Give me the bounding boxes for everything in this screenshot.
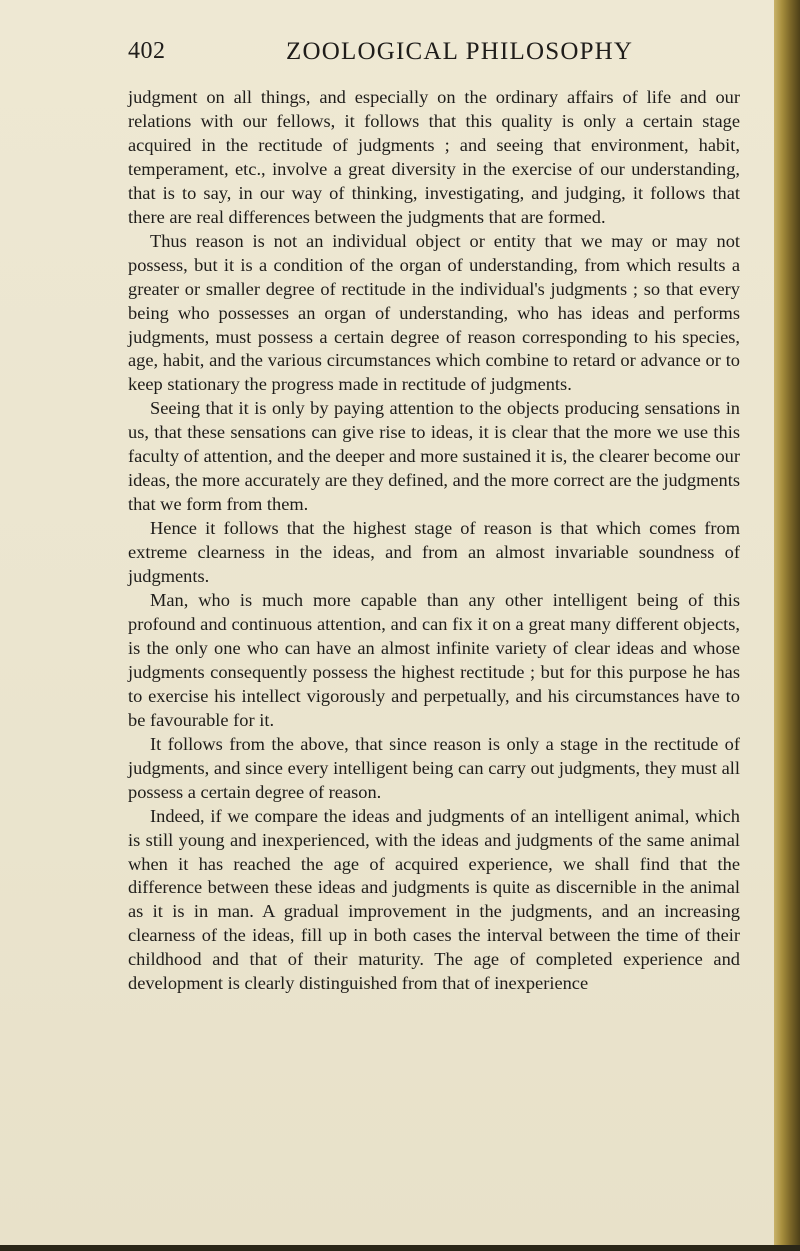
page-number: 402 — [128, 38, 166, 64]
paragraph-5: Man, who is much more capable than any other intelligent being of this profound and continuous attention, and can fix it on a great many different objects, is the only one who can have an almost infinite variety of clear ideas and whose judgments consequently possess the highest rectitude ; but for this purpose he has to exercise his intellect vigorously and perpetually, and his circumstances have to be favourable for it. — [128, 590, 740, 730]
book-spine-edge — [774, 0, 800, 1251]
paragraph-2: Thus reason is not an individual object or entity that we may or may not possess, but it is a condition of the organ of understanding, from which results a greater or smaller degree of rectitude in the individual's judgments ; so that every being who possesses an organ of understanding, who has ideas and performs judgments, must possess a certain degree of reason corresponding to his species, age, habit, and the various circumstances which combine to retard or advance or to keep stationary the progress made in rectitude of judgments. — [128, 230, 740, 395]
paragraph-7: Indeed, if we compare the ideas and judgments of an intelligent animal, which is still young and inexperienced, with the ideas and judgments of the same animal when it has reached the age of acquired experience, we shall find that the difference between these ideas and judgments is quite as discernible in the animal as it is in man. A gradual improvement in the judgments, and an increasing clearness of the ideas, fill up in both cases the interval between the time of their childhood and that of their maturity. The age of completed experience and development is clearly distinguished from that of inexperience — [128, 805, 740, 994]
body-text — [128, 86, 740, 996]
paragraph-4: Hence it follows that the highest stage of reason is that which comes from extreme clearness in the ideas, and from an almost invariable soundness of judgments. — [128, 518, 740, 587]
paragraph-3: Seeing that it is only by paying attention to the objects producing sensations in us, that these sensations can give rise to ideas, it is clear that the more we use this faculty of attention, and the deeper and more sustained it is, the clearer become our ideas, the more accurately are they defined, and the more correct are the judgments that we form from them. — [128, 398, 740, 515]
page-header — [128, 38, 758, 78]
paragraph-6: It follows from the above, that since reason is only a stage in the rectitude of judgments, and since every intelligent being can carry out judgments, they must all possess a certain degree of reason. — [128, 733, 740, 802]
page-bottom-edge — [0, 1245, 800, 1251]
running-head: ZOOLOGICAL PHILOSOPHY — [286, 38, 634, 65]
paragraph-1: judgment on all things, and especially on the ordinary affairs of life and our relations with our fellows, it follows that this quality is only a certain stage acquired in the rectitude of judgments ; and seeing that environment, habit, temperament, etc., involve a great diversity in the exercise of our understanding, that is to say, in our way of thinking, investigating, and judging, it follows that there are real differences between the judgments that are formed. — [128, 87, 740, 227]
